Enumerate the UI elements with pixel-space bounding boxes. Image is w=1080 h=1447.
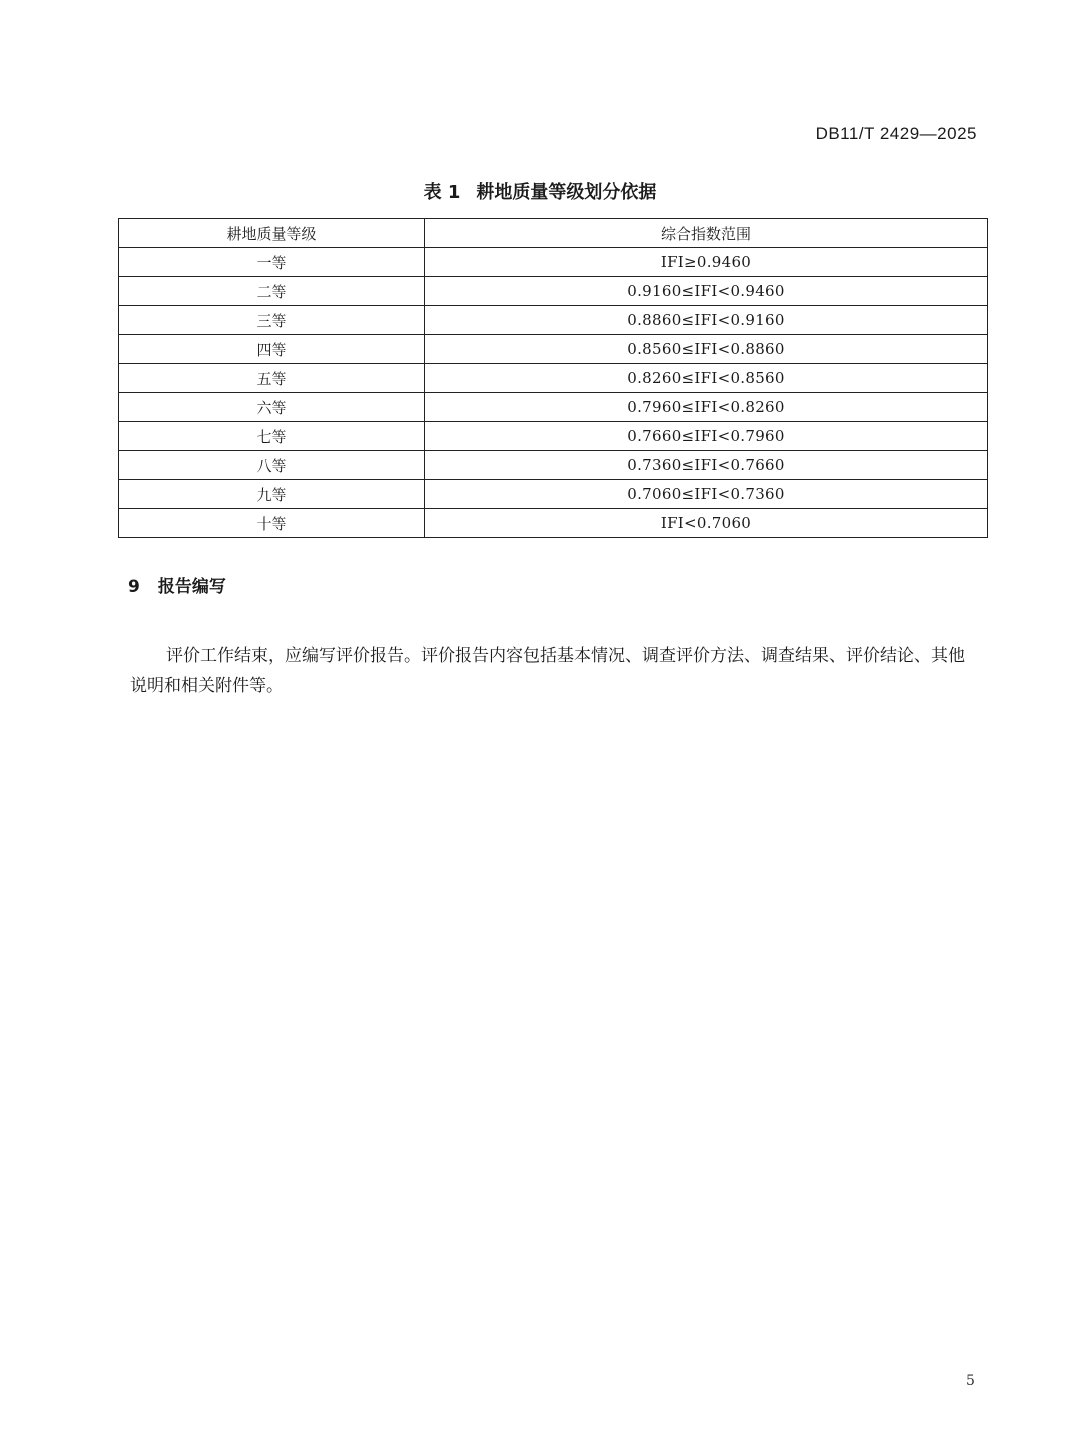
grade-cell: 十等 [119,509,425,538]
section-paragraph: 评价工作结束，应编写评价报告。评价报告内容包括基本情况、调查评价方法、调查结果、评价结论、其他说明和相关附件等。 [130,646,965,696]
document-code: DB11/T 2429—2025 [815,124,977,143]
grade-cell: 七等 [119,422,425,451]
table-row [119,277,988,306]
section-heading [128,572,226,597]
grade-cell: 一等 [119,248,425,277]
grade-cell: 六等 [119,393,425,422]
grade-cell: 八等 [119,451,425,480]
table-caption-number: 表 1 [423,182,461,203]
table-row [119,364,988,393]
grade-cell: 三等 [119,306,425,335]
range-cell: 0.9160≤IFI<0.9460 [425,277,988,306]
table-row [119,248,988,277]
grade-cell: 九等 [119,480,425,509]
grade-table [118,218,988,538]
table-row [119,509,988,538]
range-cell: IFI≥0.9460 [425,248,988,277]
range-cell: 0.7360≤IFI<0.7660 [425,451,988,480]
table-row [119,422,988,451]
table-row [119,480,988,509]
table-row [119,335,988,364]
grade-cell: 二等 [119,277,425,306]
table-header-row [119,219,988,248]
range-cell: 0.8260≤IFI<0.8560 [425,364,988,393]
range-cell: 0.7960≤IFI<0.8260 [425,393,988,422]
grade-cell: 四等 [119,335,425,364]
page-number: 5 [966,1373,975,1389]
section-title: 报告编写 [157,577,226,597]
range-cell: 0.8860≤IFI<0.9160 [425,306,988,335]
column-header-grade: 耕地质量等级 [119,219,425,248]
range-cell: 0.8560≤IFI<0.8860 [425,335,988,364]
section-number: 9 [128,577,140,597]
grade-cell: 五等 [119,364,425,393]
table-row [119,306,988,335]
table-caption [0,178,1080,204]
range-cell: 0.7060≤IFI<0.7360 [425,480,988,509]
table-row [119,451,988,480]
column-header-range: 综合指数范围 [425,219,988,248]
range-cell: 0.7660≤IFI<0.7960 [425,422,988,451]
table-row [119,393,988,422]
range-cell: IFI<0.7060 [425,509,988,538]
table-caption-title: 耕地质量等级划分依据 [476,182,657,203]
